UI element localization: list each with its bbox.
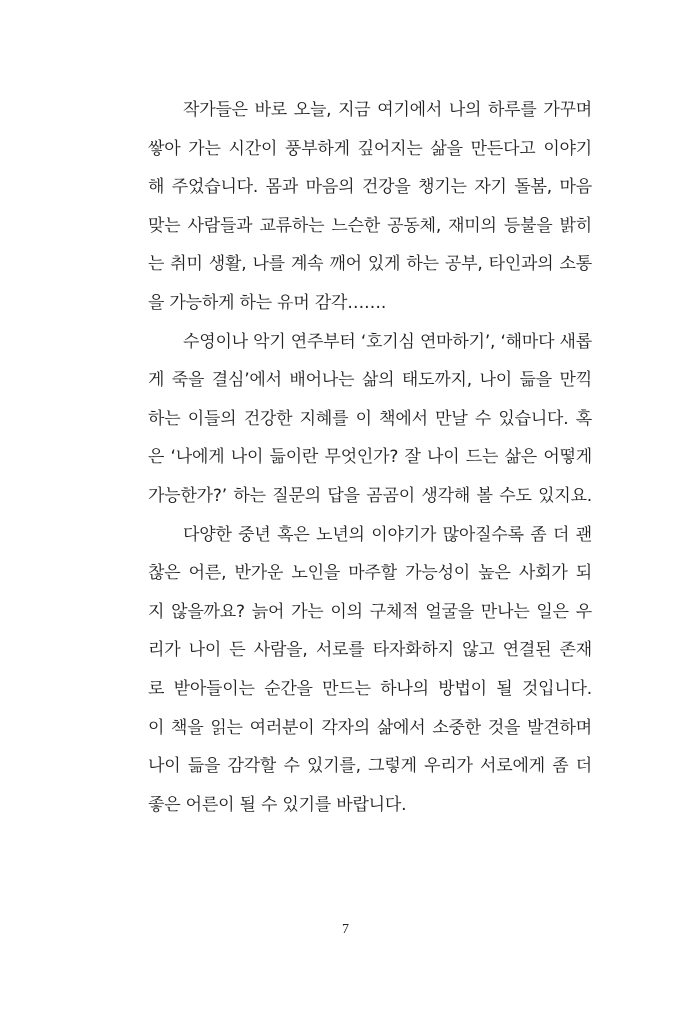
text-line: 지 않을까요? 늙어 가는 이의 구체적 얼굴을 만나는 일은 우 [148,601,592,622]
text-line: 게 죽을 결심’에서 배어나는 삶의 태도까지, 나이 듦을 만끽 [148,370,592,391]
text-line: 을 가능하게 하는 유머 감각……. [148,292,387,313]
text-line: 로 받아들이는 순간을 만드는 하나의 방법이 될 것입니다. [148,678,592,699]
text-line: 다양한 중년 혹은 노년의 이야기가 많아질수록 좀 더 괜 [183,524,592,545]
paragraph-1 [148,91,592,323]
text-line: 리가 나이 든 사람을, 서로를 타자화하지 않고 연결된 존재 [148,640,592,661]
body-text [148,91,592,824]
text-line: 하는 이들의 건강한 지혜를 이 책에서 만날 수 있습니다. 혹 [148,408,592,429]
text-line: 는 취미 생활, 나를 계속 깨어 있게 하는 공부, 타인과의 소통 [148,254,592,275]
text-line: 은 ‘나에게 나이 듦이란 무엇인가? 잘 나이 드는 삶은 어떻게 [148,447,592,468]
text-line: 맞는 사람들과 교류하는 느슨한 공동체, 재미의 등불을 밝히 [148,215,592,236]
text-line: 가능한가?’ 하는 질문의 답을 곰곰이 생각해 볼 수도 있지요. [148,485,592,506]
text-line: 좋은 어른이 될 수 있기를 바랍니다. [148,794,407,815]
text-line: 쌓아 가는 시간이 풍부하게 깊어지는 삶을 만든다고 이야기 [148,138,592,159]
paragraph-2 [148,323,592,516]
text-line: 수영이나 악기 연주부터 ‘호기심 연마하기’, ‘해마다 새롭 [183,331,592,352]
page-number: 7 [342,922,349,937]
text-line: 해 주었습니다. 몸과 마음의 건강을 챙기는 자기 돌봄, 마음 [148,177,592,198]
text-line: 나이 듦을 감각할 수 있기를, 그렇게 우리가 서로에게 좀 더 [148,756,592,777]
text-line: 작가들은 바로 오늘, 지금 여기에서 나의 하루를 가꾸며 [183,100,592,120]
text-line: 찮은 어른, 반가운 노인을 마주할 가능성이 높은 사회가 되 [148,563,592,584]
paragraph-3 [148,516,592,825]
text-line: 이 책을 읽는 여러분이 각자의 삶에서 소중한 것을 발견하며 [148,717,592,738]
